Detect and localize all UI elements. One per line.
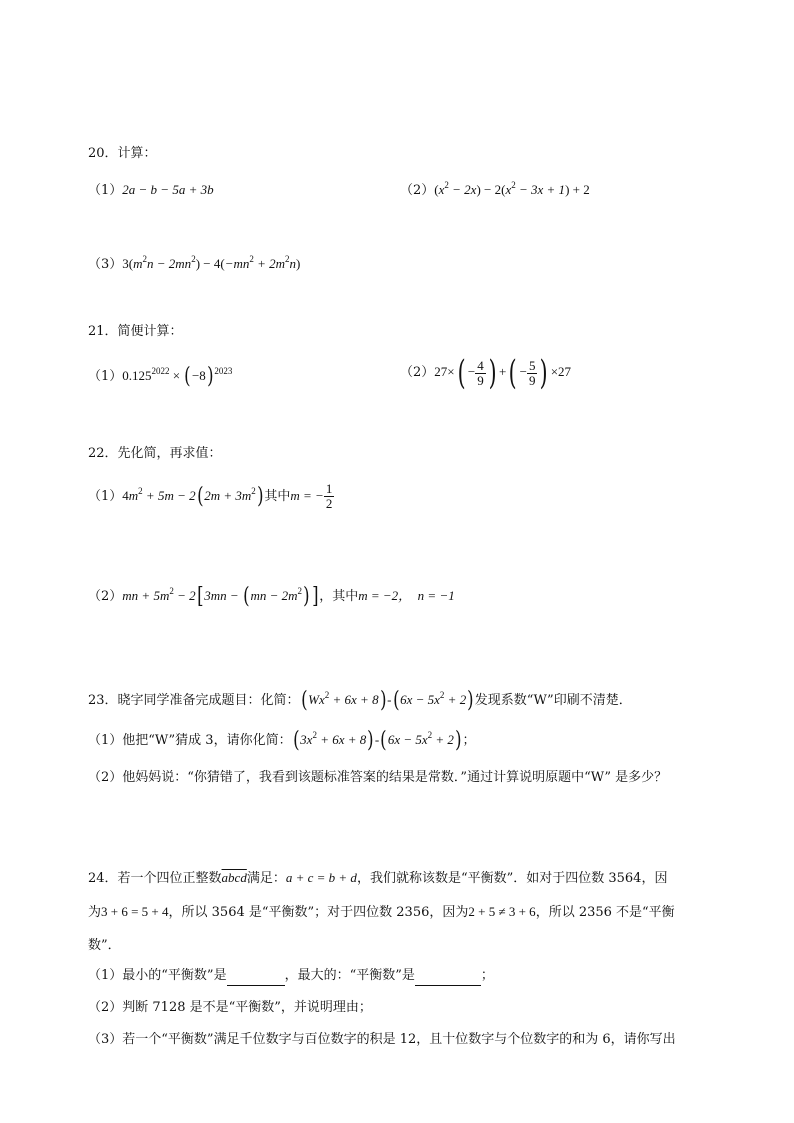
q24-answer-blank-min[interactable] xyxy=(227,971,285,986)
q22-part2-where: ，其中 xyxy=(319,589,359,604)
q21-part1-label: （1） xyxy=(88,369,123,384)
q24-line1-b: 满足： xyxy=(246,871,286,886)
q23-title xyxy=(88,688,632,714)
q20-part1-label: （1） xyxy=(88,183,123,198)
q21-part2-label: （2） xyxy=(400,364,435,380)
q24-part1-b: ，最大的：“平衡数”是 xyxy=(284,968,415,983)
q23-part2: （2）他妈妈说：“你猜错了，我看到该题标准答案的结果是常数．”通过计算说明原题中“W” 是多少？ xyxy=(88,770,668,785)
q20-part3 xyxy=(88,254,300,275)
q21-part1 xyxy=(88,364,233,390)
q24-line2-a: 为 xyxy=(88,905,102,920)
q24-line2-c: ，所以 2356 不是“平衡 xyxy=(535,905,675,920)
q22-part1-expr: $4m^2 + 5m - 2(2m + 3m^2)$ xyxy=(122,484,264,510)
q24-number-abcd: abcd xyxy=(221,870,247,885)
q22-part2-values: m = −2， n = −1 xyxy=(358,588,455,603)
q20-part3-label: （3） xyxy=(88,257,123,272)
q22-part1 xyxy=(88,482,334,511)
q23-part1-expr: $(3x^2 + 6x + 8)-(6x - 5x^2 + 2)$ xyxy=(292,728,462,754)
q20-part2-expr: $(x^2 - 2x) - 2(x^2 - 3x + 1) + 2$ xyxy=(434,180,590,197)
q24-line2-b: ，所以 3564 是“平衡数”；对于四位数 2356，因为 xyxy=(168,905,469,920)
q24-part1-c: ； xyxy=(480,968,494,983)
q20-part1-expr: 2a − b − 5a + 3b xyxy=(122,182,214,197)
q22-part2-expr: mn + $5m^2 - 2[3mn - (mn - 2m^2)]$ xyxy=(122,584,319,610)
q20-title: 20．计算： xyxy=(88,146,157,161)
q23-title-prefix: 23．晓字同学准备完成题目：化简： xyxy=(88,693,300,708)
q22-part1-label: （1） xyxy=(88,489,123,504)
q24-condition: a + c = b + d xyxy=(285,870,357,885)
q24-line1-c: ，我们就称该数是“平衡数”．如对于四位数 3564，因 xyxy=(356,871,668,886)
q20-part2-label: （2） xyxy=(400,183,435,198)
q21-part1-expr: $0.125^{2022} \times (-8)^{2023}$ xyxy=(122,364,233,390)
q22-part2 xyxy=(88,584,455,610)
q23-part1 xyxy=(88,728,476,754)
q22-part2-label: （2） xyxy=(88,589,123,604)
q22-part1-value: m = − xyxy=(290,488,324,503)
q24-line3: 数”． xyxy=(88,938,121,953)
q24-line2 xyxy=(88,902,675,923)
q23-part1-suffix: ； xyxy=(462,733,476,748)
q22-part1-where: 其中 xyxy=(264,489,291,504)
q24-line1 xyxy=(88,868,667,889)
q24-eq1: 3 + 6 = 5 + 4 xyxy=(101,904,169,919)
q24-part3: （3）若一个“平衡数”满足千位数字与百位数字的积是 12，且十位数字与个位数字的和为 6，请你写出 xyxy=(88,1032,676,1047)
q21-part2 xyxy=(400,353,572,393)
q24-part2: （2）判断 7128 是不是“平衡数”，并说明理由； xyxy=(88,1000,372,1015)
q24-line1-a: 24．若一个四位正整数 xyxy=(88,871,222,886)
q24-eq2: 2 + 5 ≠ 3 + 6 xyxy=(468,904,536,919)
q23-part1-prefix: （1）他把“W”猜成 3，请你化简： xyxy=(88,733,292,748)
q21-title: 21．简便计算： xyxy=(88,324,183,339)
q24-part1 xyxy=(88,966,494,986)
q20-part3-expr: $3(m^2n - 2mn^2) - 4(-mn^2 + 2m^2n)$ xyxy=(122,254,301,271)
q22-part1-fraction: $\frac{1}{2}$ xyxy=(325,481,333,511)
q22-title: 22．先化简，再求值： xyxy=(88,446,222,461)
q23-title-suffix: 发现系数“W”印刷不清楚． xyxy=(474,693,632,708)
q24-answer-blank-max[interactable] xyxy=(415,971,481,986)
q24-part1-a: （1）最小的“平衡数”是 xyxy=(88,968,227,983)
q20-part1 xyxy=(88,180,214,201)
q23-title-expr: $(Wx^2 + 6x + 8)-(6x - 5x^2 + 2)$ xyxy=(300,688,474,714)
q20-part2 xyxy=(400,180,590,201)
q21-part2-expr: 27×( − $\frac{4}{9}$ ) +( − $\frac{5}{9}$ ) ×27 xyxy=(434,353,572,393)
